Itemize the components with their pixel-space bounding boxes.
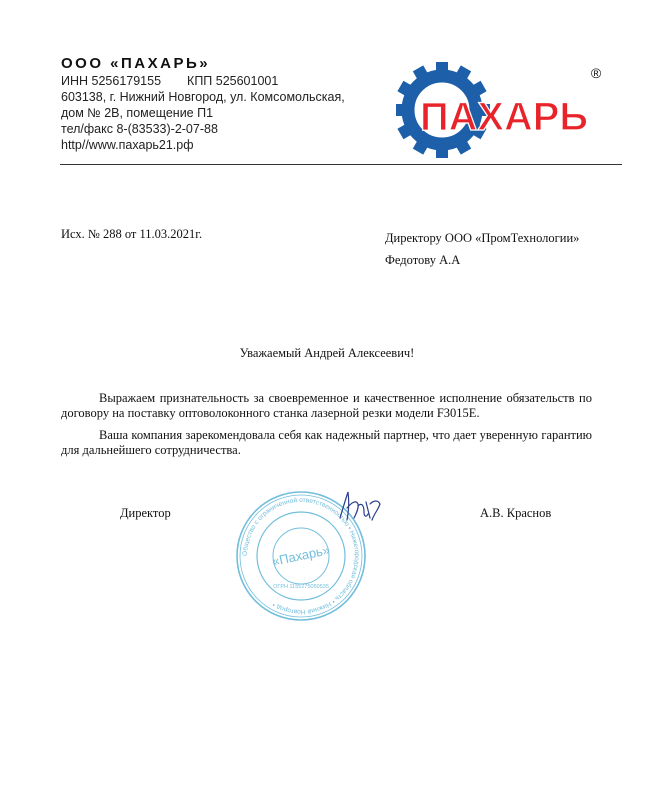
greeting: Уважаемый Андрей Алексеевич! xyxy=(239,346,415,360)
recipient-line-1: Директору ООО «ПромТехнологии» xyxy=(385,231,580,245)
website: http//www.пахарь21.рф xyxy=(61,138,194,152)
company-logo xyxy=(396,62,608,158)
gear-tooth xyxy=(436,62,448,76)
tax-ids xyxy=(61,73,345,89)
signatory-title: Директор xyxy=(120,506,171,520)
phone: тел/факс 8-(83533)-2-07-88 xyxy=(61,122,218,136)
recipient-line-2: Федотову А.А xyxy=(385,253,461,267)
stamp-inner-text: ОГРН 1155275050535 xyxy=(273,584,329,590)
kpp: КПП 525601001 xyxy=(187,74,279,88)
letter-body xyxy=(61,391,592,465)
handwritten-signature xyxy=(334,488,386,530)
logo-text: ПАХАРЬ xyxy=(420,95,588,139)
outgoing-reference: Исх. № 288 от 11.03.2021г. xyxy=(61,227,203,241)
address-line-1: 603138, г. Нижний Новгород, ул. Комсомольская, xyxy=(61,90,345,104)
stamp-ring-text: Общество с ограниченной ответственностью • Нижегородская область • Нижний Новгород • xyxy=(241,496,361,616)
registered-mark: ® xyxy=(590,65,602,81)
paragraph-1: Выражаем признательность за своевременное и качественное исполнение обязательств по договору на поставку оптоволоконного станка лазерной резки модели F3015E. xyxy=(61,391,592,420)
company-header xyxy=(61,56,345,153)
header-divider xyxy=(60,164,622,165)
stamp-center-text: «Пахарь» xyxy=(270,542,332,569)
address-line-2: дом № 2В, помещение П1 xyxy=(61,106,214,120)
recipient-block xyxy=(385,227,579,271)
signatory-name: А.В. Краснов xyxy=(480,506,552,520)
gear-tooth xyxy=(436,144,448,158)
inn: ИНН 5256179155 xyxy=(61,74,162,88)
gear-tooth xyxy=(396,104,408,116)
company-name: ООО «ПАХАРЬ» xyxy=(61,55,211,72)
paragraph-2: Ваша компания зарекомендовала себя как надежный партнер, что дает уверенную гарантию для дальнейшего сотрудничества. xyxy=(61,428,592,457)
